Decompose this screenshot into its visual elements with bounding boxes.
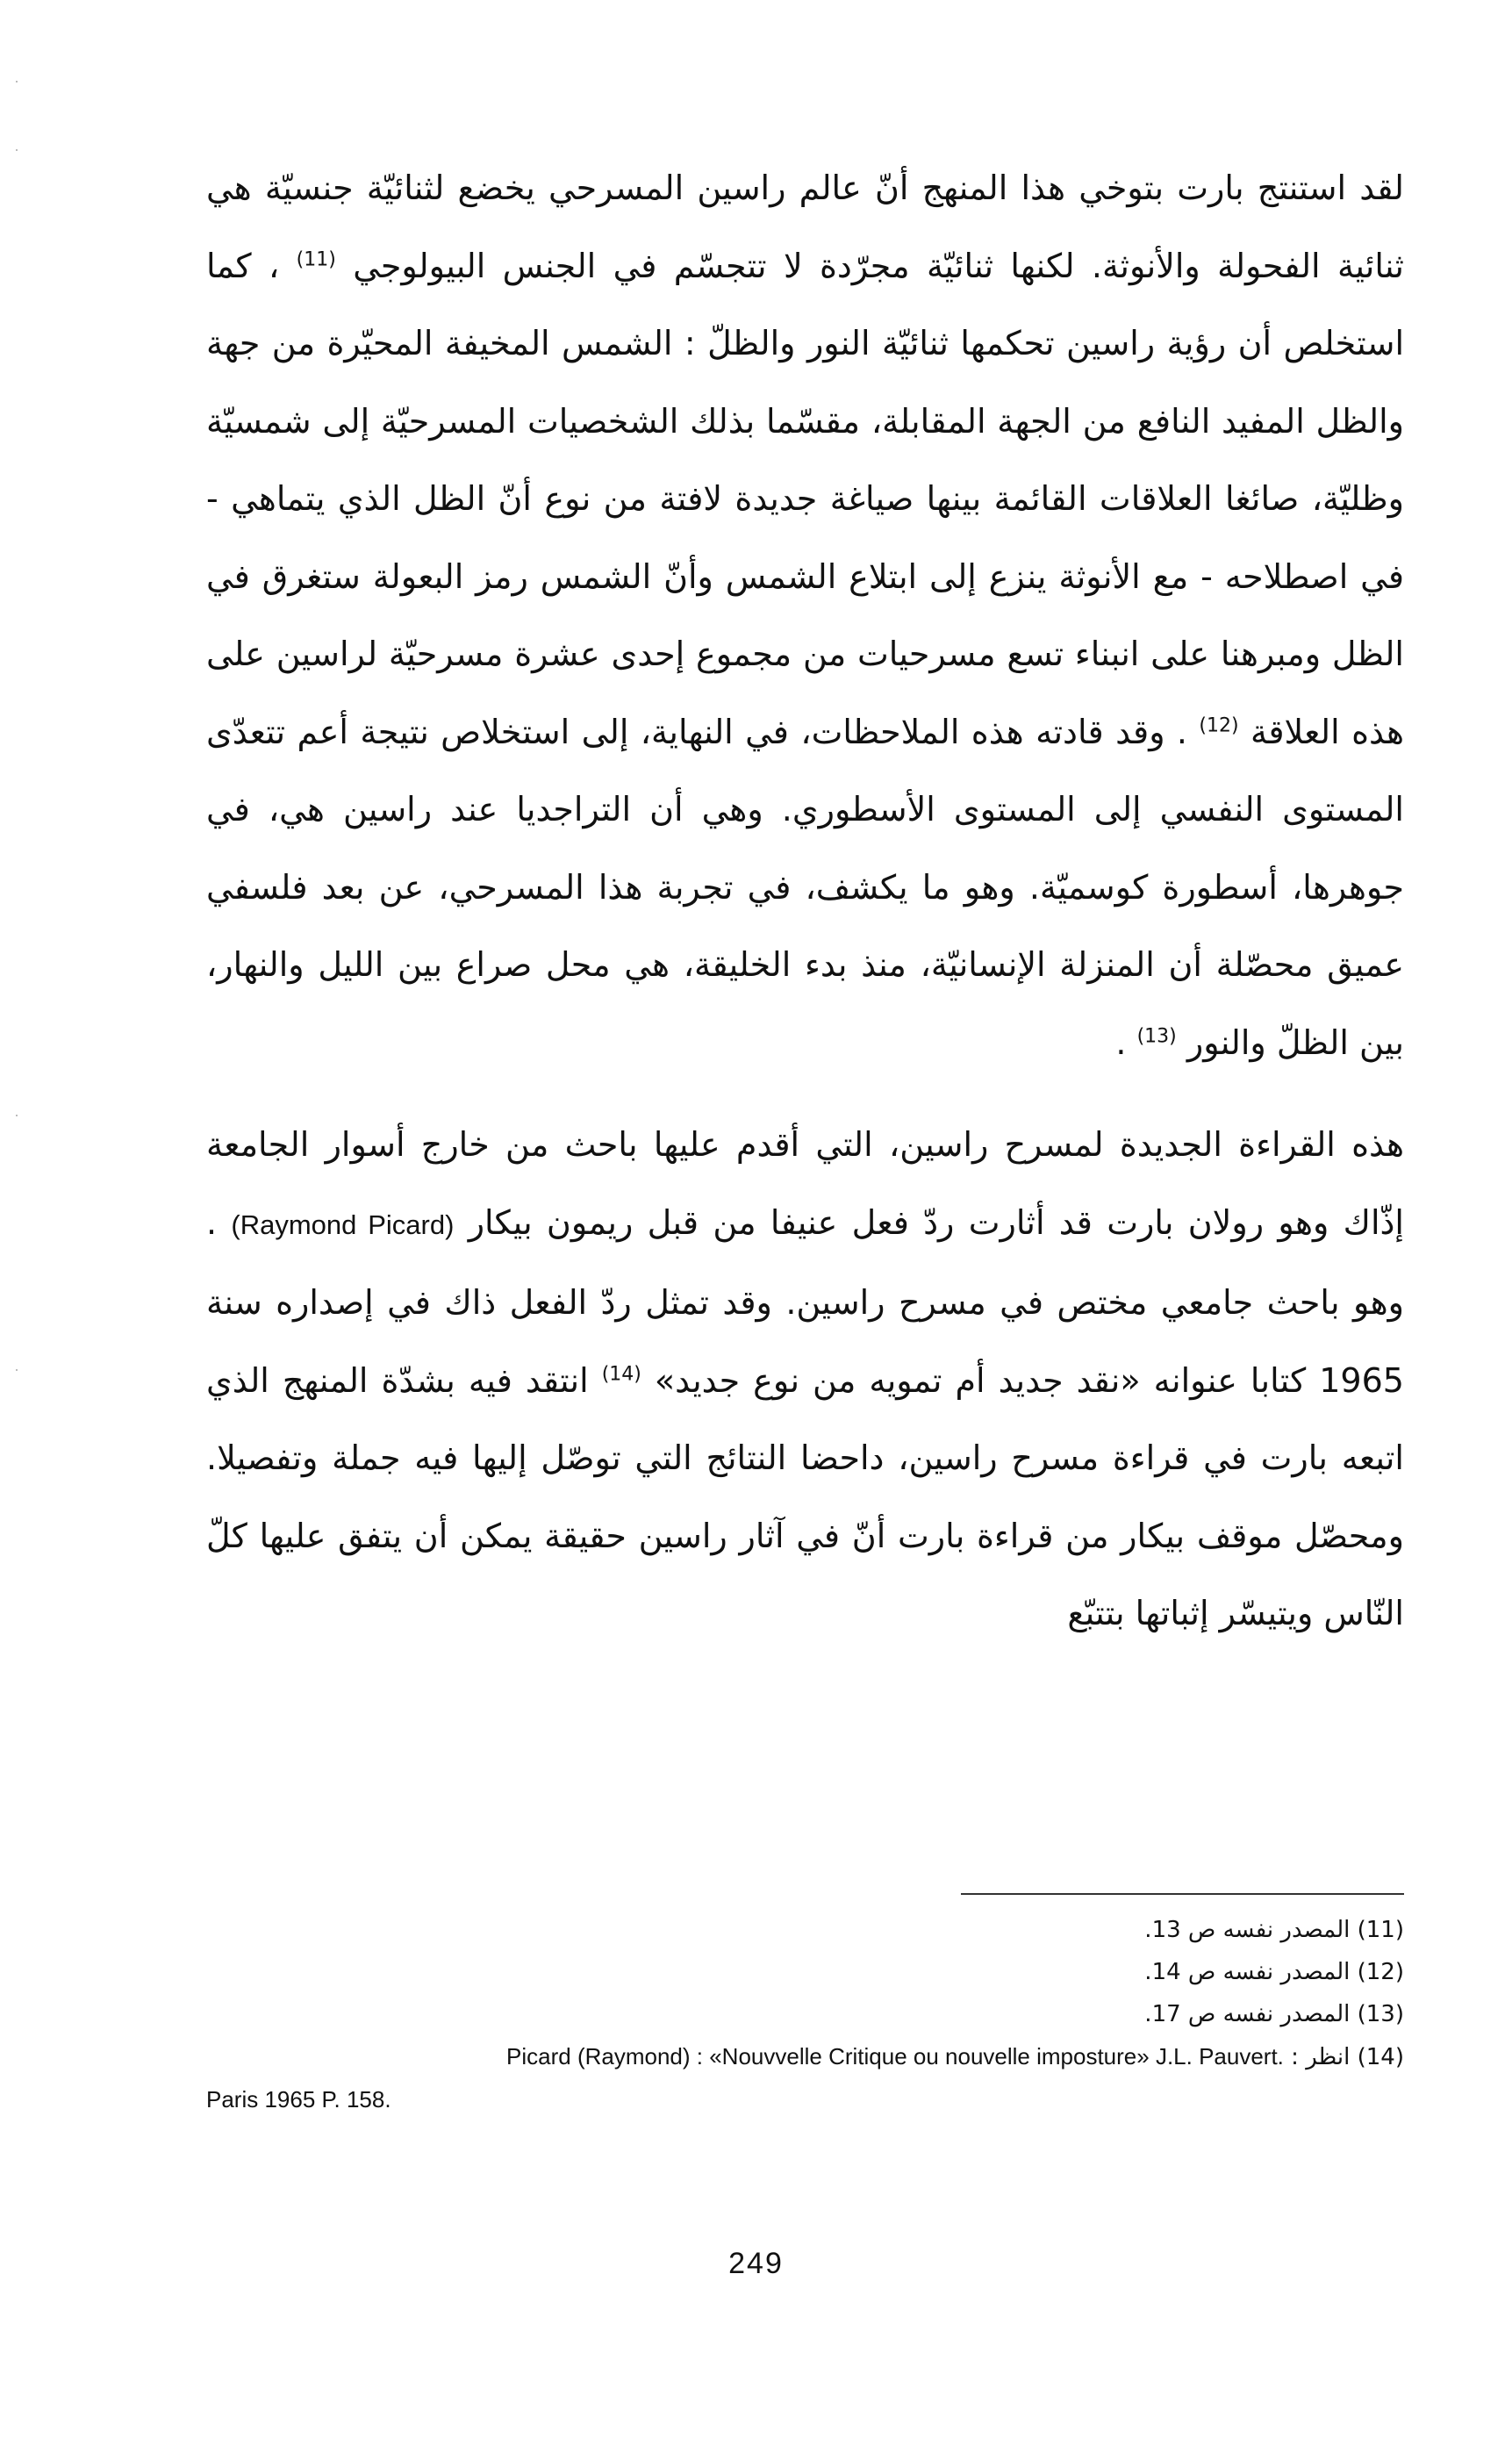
scan-speck (16, 149, 18, 151)
footnote-14 (206, 2035, 1404, 2078)
footnote-ref-13: (13) (1136, 1024, 1177, 1047)
main-text (206, 149, 1404, 1653)
p1-text-b: ، كما استخلص أن رؤية راسين تحكمها ثنائيّة النور والظلّ : الشمس المخيفة المحيّرة من جهة والظل المفيد النافع من الجهة المقابلة، مقسّما بذلك الشخصيات المسرحيّة إلى شمسيّة وظليّة، صائغا العلاقات القائمة بينها صياغة جديدة لافتة من نوع أنّ الظل الذي يتماهي - في اصطلاحه - مع الأنوثة ينزع إلى ابتلاع الشمس وأنّ الشمس رمز البعولة ستغرق في الظل ومبرهنا على انبناء تسع مسرحيات من مجموع إحدى عشرة مسرحيّة لراسين على هذه العلاقة (206, 246, 1404, 751)
paragraph-2 (206, 1106, 1404, 1653)
p1-text-d: . (1115, 1022, 1127, 1062)
p2-text-b: . وهو باحث جامعي مختص في مسرح راسين. وقد تمثل ردّ الفعل ذاك في إصداره سنة 1965 كتابا عنوانه «نقد جديد أم تمويه من نوع جديد» (206, 1202, 1404, 1400)
footnote-ref-12: (12) (1199, 714, 1239, 736)
scan-speck (16, 1115, 18, 1116)
footnote-11: (11) المصدر نفسه ص 13. (1144, 1917, 1404, 1943)
footnote-14-continuation: Paris 1965 P. 158. (206, 2086, 391, 2113)
footnote-14-citation: Picard (Raymond) : «Nouvvelle Critique ou nouvelle imposture» J.L. Pauvert. (506, 2043, 1284, 2070)
p1-text-c: . وقد قادته هذه الملاحظات، في النهاية، إلى استخلاص نتيجة أعم تتعدّى المستوى النفسي إلى المستوى الأسطوري. وهي أن التراجديا عند راسين هي، في جوهرها، أسطورة كوسميّة. وهو ما يكشف، في تجربة هذا المسرحي، عن بعد فلسفي عميق محصّلة أن المنزلة الإنسانيّة، منذ بدء الخليقة، هي محل صراع بين الليل والنهار، بين الظلّ والنور (206, 712, 1404, 1062)
paragraph-1 (206, 149, 1404, 1081)
page-number: 249 (728, 2247, 784, 2280)
footnotes (206, 1909, 1404, 2120)
scan-speck (16, 81, 18, 82)
scan-speck (16, 1369, 18, 1371)
footnote-ref-11: (11) (296, 247, 336, 270)
footnote-separator (961, 1893, 1404, 1895)
p2-text-a: هذه القراءة الجديدة لمسرح راسين، التي أقدم عليها باحث من خارج أسوار الجامعة إذّاك وهو رولان بارت قد أثارت ردّ فعل عنيفا من قبل ريمون بيكار (206, 1125, 1404, 1242)
latin-name: (Raymond Picard) (231, 1209, 455, 1240)
footnote-14-label: (14) انظر : (1291, 2044, 1404, 2070)
footnote-13: (13) المصدر نفسه ص 17. (1144, 2001, 1404, 2027)
footnote-ref-14: (14) (601, 1362, 641, 1385)
p2-text-c: انتقد فيه بشدّة المنهج الذي اتبعه بارت في قراءة مسرح راسين، داحضا النتائج التي توصّل إليها فيه جملة وتفصيلا. ومحصّل موقف بيكار من قراءة بارت أنّ في آثار راسين حقيقة يمكن أن يتفق عليها كلّ النّاس ويتيسّر إثباتها بتتبّع (206, 1360, 1404, 1632)
p1-text-a: لقد استنتج بارت بتوخي هذا المنهج أنّ عالم راسين المسرحي يخضع لثنائيّة جنسيّة هي ثنائية الفحولة والأنوثة. لكنها ثنائيّة مجرّدة لا تتجسّم في الجنس البيولوجي (206, 169, 1404, 285)
footnote-12: (12) المصدر نفسه ص 14. (1144, 1959, 1404, 1985)
